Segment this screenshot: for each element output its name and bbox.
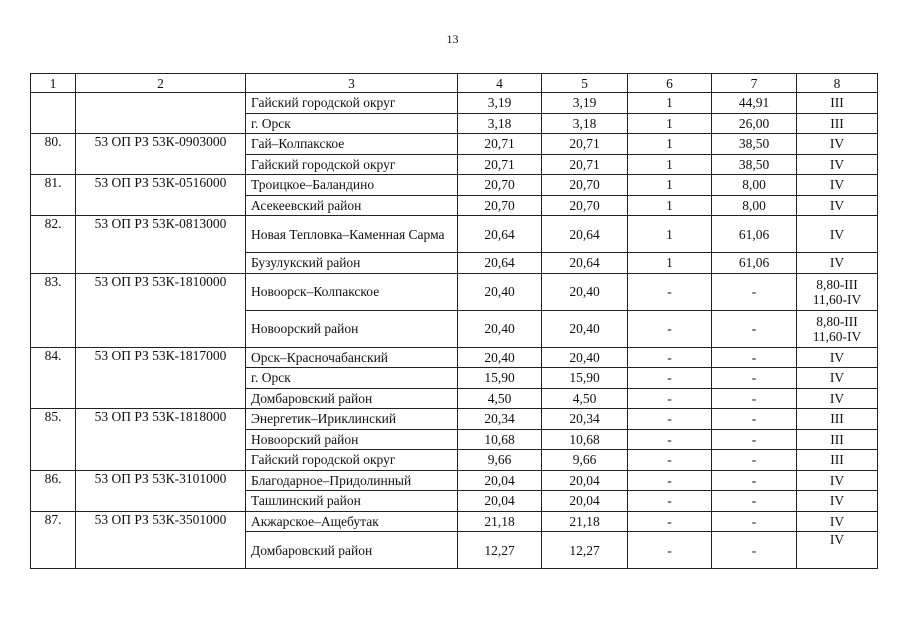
length-total-cell: 15,90 [458, 368, 542, 389]
length-total-cell: 20,04 [458, 491, 542, 512]
length-local-cell: 20,64 [542, 253, 628, 274]
length-total-cell: 20,64 [458, 216, 542, 253]
lanes-cell: - [628, 409, 712, 430]
length-local-cell: 10,68 [542, 429, 628, 450]
length-local-cell: 21,18 [542, 511, 628, 532]
table-row [31, 93, 878, 114]
length-total-cell: 20,40 [458, 310, 542, 347]
category-cell: IV [797, 388, 878, 409]
lanes-cell: - [628, 532, 712, 569]
area-cell: 8,00 [712, 175, 797, 196]
road-name-cell: Домбаровский район [246, 388, 458, 409]
row-number-cell: 80. [31, 134, 76, 175]
header-cell: 6 [628, 74, 712, 93]
area-cell: 38,50 [712, 154, 797, 175]
area-cell: 26,00 [712, 113, 797, 134]
area-cell: - [712, 273, 797, 310]
category-cell: IV [797, 347, 878, 368]
category-cell: IV [797, 195, 878, 216]
lanes-cell: - [628, 429, 712, 450]
area-cell: 8,00 [712, 195, 797, 216]
category-cell: III [797, 93, 878, 114]
lanes-cell: - [628, 470, 712, 491]
length-total-cell: 20,40 [458, 347, 542, 368]
road-code-cell: 53 ОП РЗ 53К-1810000 [76, 273, 246, 347]
length-local-cell: 20,70 [542, 195, 628, 216]
category-cell: III [797, 450, 878, 471]
category-cell: IV [797, 216, 878, 253]
category-cell: 8,80-III 11,60-IV [797, 273, 878, 310]
road-name-cell: г. Орск [246, 113, 458, 134]
road-name-cell: Домбаровский район [246, 532, 458, 569]
table-row [31, 273, 878, 310]
category-cell: IV [797, 154, 878, 175]
length-total-cell: 20,34 [458, 409, 542, 430]
header-cell: 1 [31, 74, 76, 93]
road-name-cell: Асекеевский район [246, 195, 458, 216]
lanes-cell: 1 [628, 134, 712, 155]
road-name-cell: Бузулукский район [246, 253, 458, 274]
length-local-cell: 20,70 [542, 175, 628, 196]
length-local-cell: 20,40 [542, 273, 628, 310]
row-number-cell: 83. [31, 273, 76, 347]
road-code-cell [76, 93, 246, 134]
lanes-cell: - [628, 511, 712, 532]
header-row [31, 74, 878, 93]
table-row [31, 347, 878, 368]
category-cell: III [797, 409, 878, 430]
lanes-cell: 1 [628, 175, 712, 196]
length-total-cell: 3,18 [458, 113, 542, 134]
category-cell: III [797, 113, 878, 134]
row-number-cell: 85. [31, 409, 76, 471]
category-cell: IV [797, 368, 878, 389]
length-local-cell: 15,90 [542, 368, 628, 389]
table-body [31, 93, 878, 569]
area-cell: - [712, 491, 797, 512]
lanes-cell: 1 [628, 195, 712, 216]
area-cell: - [712, 388, 797, 409]
category-cell: IV [797, 470, 878, 491]
length-local-cell: 20,04 [542, 491, 628, 512]
lanes-cell: - [628, 368, 712, 389]
area-cell: 38,50 [712, 134, 797, 155]
table-row [31, 511, 878, 532]
length-local-cell: 20,64 [542, 216, 628, 253]
area-cell: 61,06 [712, 216, 797, 253]
table-row [31, 175, 878, 196]
length-total-cell: 20,70 [458, 175, 542, 196]
header-cell: 3 [246, 74, 458, 93]
header-cell: 2 [76, 74, 246, 93]
category-cell: IV [797, 134, 878, 155]
road-name-cell: Новоорский район [246, 310, 458, 347]
road-name-cell: Ташлинский район [246, 491, 458, 512]
road-name-cell: Новоорский район [246, 429, 458, 450]
length-local-cell: 3,18 [542, 113, 628, 134]
road-name-cell: Благодарное–Придолинный [246, 470, 458, 491]
area-cell: - [712, 347, 797, 368]
road-name-cell: Акжарское–Ащебутак [246, 511, 458, 532]
road-name-cell: Новоорск–Колпакское [246, 273, 458, 310]
length-local-cell: 20,40 [542, 310, 628, 347]
road-name-cell: Энергетик–Ириклинский [246, 409, 458, 430]
category-cell: IV [797, 253, 878, 274]
length-total-cell: 4,50 [458, 388, 542, 409]
length-total-cell: 20,71 [458, 134, 542, 155]
road-code-cell: 53 ОП РЗ 53К-3101000 [76, 470, 246, 511]
road-name-cell: Троицкое–Баландино [246, 175, 458, 196]
row-number-cell: 86. [31, 470, 76, 511]
table-row [31, 134, 878, 155]
category-cell: IV [797, 532, 878, 569]
road-name-cell: Гайский городской округ [246, 154, 458, 175]
area-cell: 61,06 [712, 253, 797, 274]
road-name-cell: г. Орск [246, 368, 458, 389]
category-cell: III [797, 429, 878, 450]
area-cell: - [712, 470, 797, 491]
length-total-cell: 9,66 [458, 450, 542, 471]
length-total-cell: 20,70 [458, 195, 542, 216]
road-name-cell: Орск–Красночабанский [246, 347, 458, 368]
page-number: 13 [446, 32, 459, 46]
length-total-cell: 20,64 [458, 253, 542, 274]
length-total-cell: 3,19 [458, 93, 542, 114]
row-number-cell: 81. [31, 175, 76, 216]
road-code-cell: 53 ОП РЗ 53К-0813000 [76, 216, 246, 274]
header-cell: 4 [458, 74, 542, 93]
area-cell: - [712, 450, 797, 471]
lanes-cell: 1 [628, 154, 712, 175]
length-total-cell: 20,40 [458, 273, 542, 310]
length-local-cell: 20,71 [542, 154, 628, 175]
header-cell: 8 [797, 74, 878, 93]
length-total-cell: 20,04 [458, 470, 542, 491]
header-cell: 7 [712, 74, 797, 93]
lanes-cell: 1 [628, 216, 712, 253]
row-number-cell [31, 93, 76, 134]
road-code-cell: 53 ОП РЗ 53К-1818000 [76, 409, 246, 471]
category-cell: IV [797, 491, 878, 512]
table-row [31, 470, 878, 491]
lanes-cell: 1 [628, 253, 712, 274]
length-total-cell: 21,18 [458, 511, 542, 532]
category-cell: IV [797, 175, 878, 196]
table-row [31, 216, 878, 253]
area-cell: - [712, 368, 797, 389]
table-row [31, 409, 878, 430]
road-code-cell: 53 ОП РЗ 53К-0903000 [76, 134, 246, 175]
area-cell: - [712, 310, 797, 347]
area-cell: 44,91 [712, 93, 797, 114]
lanes-cell: - [628, 310, 712, 347]
length-local-cell: 4,50 [542, 388, 628, 409]
lanes-cell: 1 [628, 93, 712, 114]
length-total-cell: 12,27 [458, 532, 542, 569]
length-local-cell: 3,19 [542, 93, 628, 114]
length-local-cell: 20,71 [542, 134, 628, 155]
lanes-cell: 1 [628, 113, 712, 134]
road-code-cell: 53 ОП РЗ 53К-3501000 [76, 511, 246, 569]
road-name-cell: Новая Тепловка–Каменная Сарма [246, 216, 458, 253]
road-name-cell: Гайский городской округ [246, 93, 458, 114]
lanes-cell: - [628, 347, 712, 368]
area-cell: - [712, 532, 797, 569]
area-cell: - [712, 409, 797, 430]
category-cell: IV [797, 511, 878, 532]
length-local-cell: 20,34 [542, 409, 628, 430]
category-cell: 8,80-III 11,60-IV [797, 310, 878, 347]
lanes-cell: - [628, 273, 712, 310]
area-cell: - [712, 429, 797, 450]
row-number-cell: 82. [31, 216, 76, 274]
length-total-cell: 10,68 [458, 429, 542, 450]
road-code-cell: 53 ОП РЗ 53К-0516000 [76, 175, 246, 216]
road-name-cell: Гайский городской округ [246, 450, 458, 471]
lanes-cell: - [628, 450, 712, 471]
lanes-cell: - [628, 388, 712, 409]
lanes-cell: - [628, 491, 712, 512]
roads-table [30, 73, 878, 569]
header-cell: 5 [542, 74, 628, 93]
length-local-cell: 20,04 [542, 470, 628, 491]
row-number-cell: 87. [31, 511, 76, 569]
length-total-cell: 20,71 [458, 154, 542, 175]
road-name-cell: Гай–Колпакское [246, 134, 458, 155]
length-local-cell: 12,27 [542, 532, 628, 569]
length-local-cell: 20,40 [542, 347, 628, 368]
length-local-cell: 9,66 [542, 450, 628, 471]
road-code-cell: 53 ОП РЗ 53К-1817000 [76, 347, 246, 409]
row-number-cell: 84. [31, 347, 76, 409]
area-cell: - [712, 511, 797, 532]
